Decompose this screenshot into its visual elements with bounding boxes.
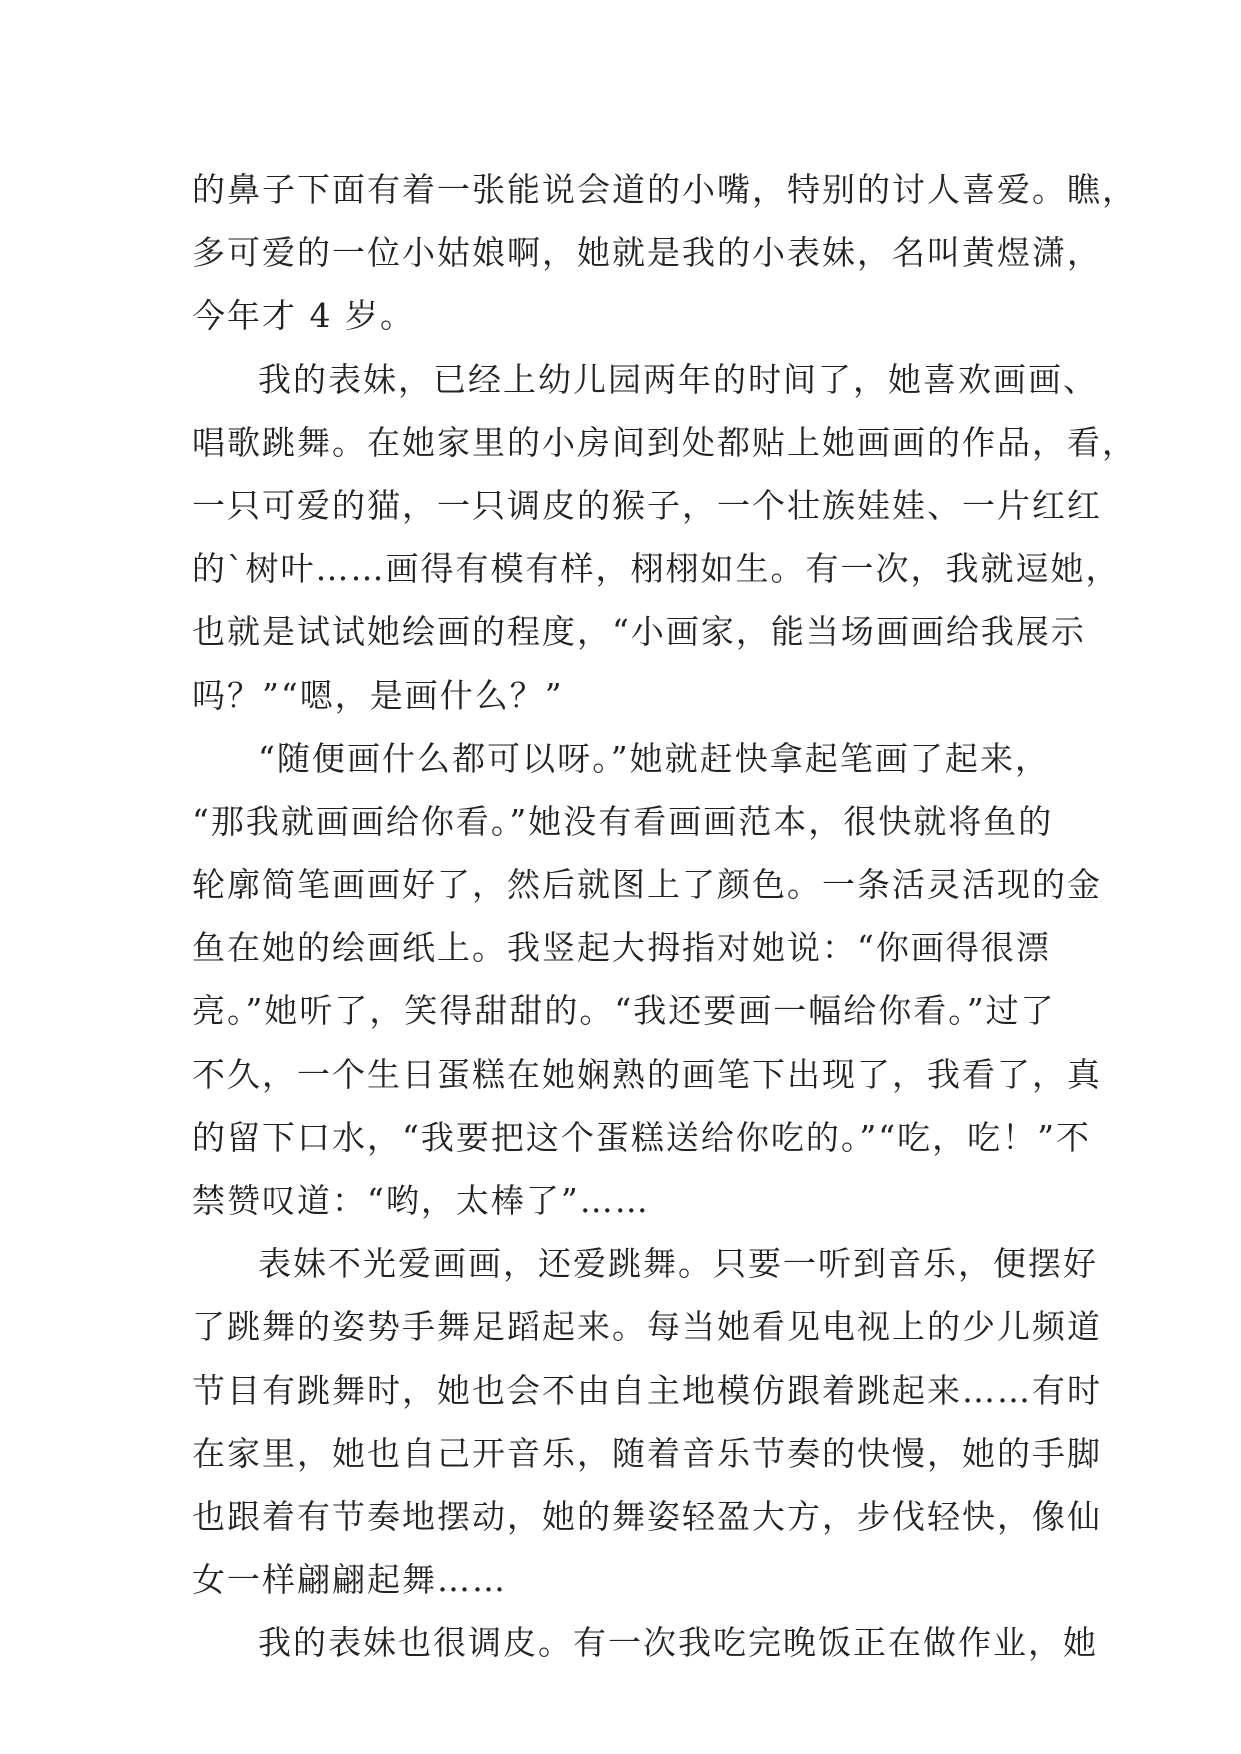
text-line: 轮廓简笔画画好了，然后就图上了颜色。一条活灵活现的金 [192,865,1102,905]
text-line: 鱼在她的绘画纸上。我竖起大拇指对她说：“你画得很漂 [192,928,1051,968]
text-line: “随便画什么都可以呀。”她就赶快拿起笔画了起来， [258,738,1050,778]
text-line: 节目有跳舞时，她也会不由自主地模仿跟着跳起来……有时 [192,1370,1102,1410]
text-line: 的`树叶……画得有模有样，栩栩如生。有一次，我就逗她， [192,549,1121,589]
text-line: 表妹不光爱画画，还爱跳舞。只要一听到音乐，便摆好 [258,1244,1098,1284]
text-line: 也就是试试她绘画的程度，“小画家，能当场画画给我展示 [192,612,1086,652]
text-line: 吗？”“嗯，是画什么？” [192,675,564,715]
text-line: “那我就画画给你看。”她没有看画画范本，很快就将鱼的 [192,801,1054,841]
text-line: 禁赞叹道：“哟，太棒了”…… [192,1181,650,1220]
text-line: 的鼻子下面有着一张能说会道的小嘴，特别的讨人喜爱。瞧， [192,170,1137,209]
text-line: 我的表妹，已经上幼儿园两年的时间了，她喜欢画画、 [258,359,1098,399]
text-line: 多可爱的一位小姑娘啊，她就是我的小表妹，名叫黄煜潇， [192,233,1102,273]
text-line: 女一样翩翩起舞…… [192,1560,507,1600]
text-line: 在家里，她也自己开音乐，随着音乐节奏的快慢，她的手脚 [192,1433,1102,1473]
text-line: 的留下口水，“我要把这个蛋糕送给你吃的。”“吃，吃！”不 [192,1117,1091,1157]
text-line: 唱歌跳舞。在她家里的小房间到处都贴上她画画的作品，看， [192,422,1137,462]
body-text [192,158,1137,1675]
text-line: 不久，一个生日蛋糕在她娴熟的画笔下出现了，我看了，真 [192,1054,1102,1094]
text-line: 一只可爱的猫，一只调皮的猴子，一个壮族娃娃、一片红红 [192,485,1102,525]
text-line: 也跟着有节奏地摆动，她的舞姿轻盈大方，步伐轻快，像仙 [192,1496,1102,1536]
text-line: 我的表妹也很调皮。有一次我吃完晚饭正在做作业，她 [258,1623,1098,1663]
text-line: 亮。”她听了，笑得甜甜的。“我还要画一幅给你看。”过了 [192,991,1056,1031]
text-line: 今年才 4 岁。 [192,296,415,336]
text-line: 了跳舞的姿势手舞足蹈起来。每当她看见电视上的少儿频道 [192,1307,1102,1347]
